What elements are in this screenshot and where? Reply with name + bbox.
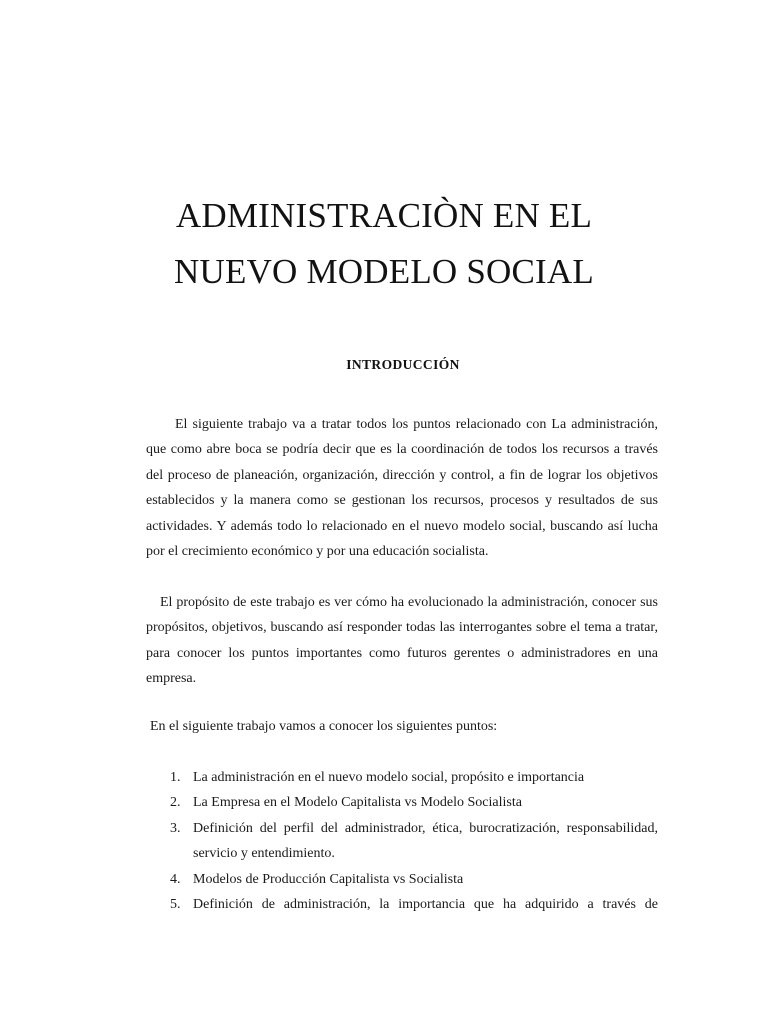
list-item-text: Modelos de Producción Capitalista vs Socialista xyxy=(193,871,464,887)
list-item-number: 2. xyxy=(170,795,181,811)
list-item-number: 4. xyxy=(170,871,181,887)
list-item xyxy=(146,867,658,892)
list-item-text: Definición de administración, la importancia que ha adquirido a través de xyxy=(193,897,658,913)
document-title-line-1: ADMINISTRACIÒN EN EL xyxy=(175,196,593,235)
list-item-number: 3. xyxy=(170,820,181,836)
intro-paragraph-2: El propósito de este trabajo es ver cómo ha evolucionado la administración, conocer sus propósitos, objetivos, buscando así responder todas las interrogantes sobre el tema a tratar, para conocer los puntos importantes como futuros gerentes o administradores en una empresa. xyxy=(146,595,658,687)
list-item-number: 5. xyxy=(170,897,181,913)
list-item xyxy=(146,816,658,867)
topics-list xyxy=(146,765,658,917)
section-heading: INTRODUCCIÓN xyxy=(346,357,460,372)
list-item-text: Definición del perfil del administrador, ética, burocratización, responsabilidad, servicio y entendimiento. xyxy=(193,820,658,862)
list-item-text: La administración en el nuevo modelo social, propósito e importancia xyxy=(193,770,585,785)
list-item xyxy=(146,892,658,917)
list-intro: En el siguiente trabajo vamos a conocer los siguientes puntos: xyxy=(150,719,498,734)
list-item xyxy=(146,765,658,790)
document-title-line-2: NUEVO MODELO SOCIAL xyxy=(174,252,594,291)
intro-paragraph-1: El siguiente trabajo va a tratar todos los puntos relacionado con La administración, que como abre boca se podría decir que es la coordinación de todos los recursos a través del proceso de planeación, organización, dirección y control, a fin de lograr los objetivos establecidos y la manera como se gestionan los recursos, procesos y resultados de sus actividades. Y además todo lo relacionado en el nuevo modelo social, buscando así lucha por el crecimiento económico y por una educación socialista. xyxy=(146,417,658,560)
list-item-text: La Empresa en el Modelo Capitalista vs Modelo Socialista xyxy=(193,795,522,811)
list-item-number: 1. xyxy=(170,770,181,785)
list-item xyxy=(146,790,658,815)
